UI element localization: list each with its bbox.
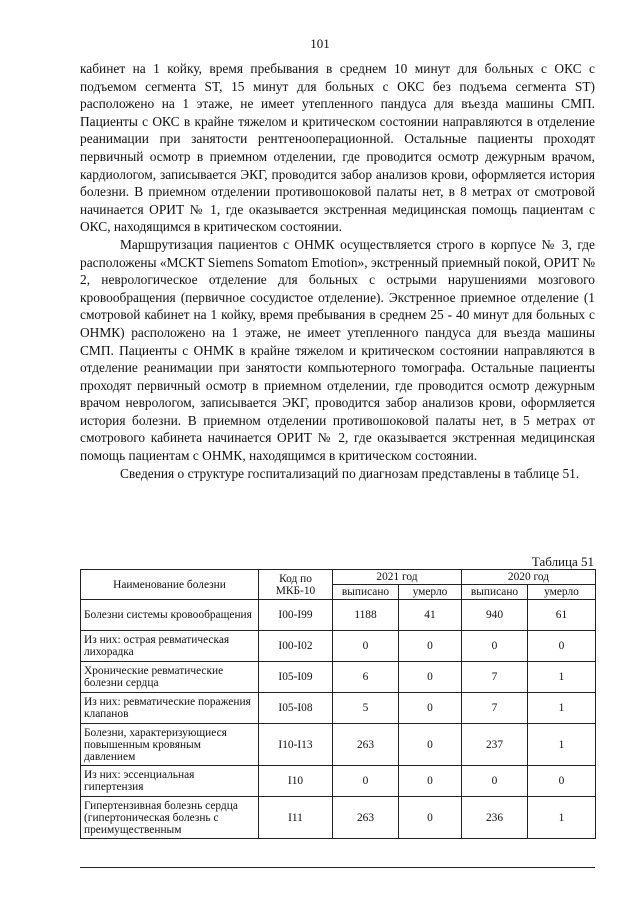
header-disease-name: Наименование болезни (81, 570, 259, 600)
disease-name-cell: Из них: ревматические поражения клапанов (81, 693, 259, 724)
header-year-2020: 2020 год (462, 570, 596, 585)
table-row (81, 693, 596, 724)
discharged-2020-cell: 0 (462, 631, 528, 662)
discharged-2021-cell: 263 (333, 797, 399, 839)
disease-name-cell: Болезни, характеризующиеся повышенным кровяным давлением (81, 724, 259, 766)
table-row (81, 631, 596, 662)
died-2020-cell: 1 (528, 797, 596, 839)
discharged-2020-cell: 0 (462, 766, 528, 797)
died-2021-cell: 0 (399, 724, 462, 766)
died-2020-cell: 61 (528, 600, 596, 631)
icd-code-cell: I05-I09 (259, 662, 333, 693)
died-2021-cell: 0 (399, 766, 462, 797)
died-2021-cell: 0 (399, 693, 462, 724)
table-caption: Таблица 51 (531, 554, 594, 569)
table-row (81, 724, 596, 766)
header-discharged-2021: выписано (333, 585, 399, 600)
icd-code-cell: I00-I99 (259, 600, 333, 631)
table-row (81, 766, 596, 797)
page-number: 101 (310, 36, 330, 51)
table-row (81, 600, 596, 631)
died-2021-cell: 41 (399, 600, 462, 631)
icd-code-cell: I00-I02 (259, 631, 333, 662)
discharged-2020-cell: 236 (462, 797, 528, 839)
disease-name-cell: Из них: острая ревматическая лихорадка (81, 631, 259, 662)
died-2020-cell: 1 (528, 662, 596, 693)
died-2021-cell: 0 (399, 797, 462, 839)
document-body (80, 60, 595, 482)
disease-name-cell: Хронические ревматические болезни сердца (81, 662, 259, 693)
discharged-2021-cell: 263 (333, 724, 399, 766)
header-discharged-2020: выписано (462, 585, 528, 600)
disease-name-cell: Болезни системы кровообращения (81, 600, 259, 631)
discharged-2021-cell: 1188 (333, 600, 399, 631)
discharged-2020-cell: 237 (462, 724, 528, 766)
header-died-2020: умерло (528, 585, 596, 600)
died-2021-cell: 0 (399, 662, 462, 693)
discharged-2020-cell: 7 (462, 693, 528, 724)
table-row (81, 797, 596, 839)
diagnosis-table (80, 569, 596, 839)
icd-code-cell: I11 (259, 797, 333, 839)
discharged-2021-cell: 5 (333, 693, 399, 724)
table-row (81, 662, 596, 693)
paragraph-3: Сведения о структуре госпитализаций по диагнозам представлены в таблице 51. (120, 465, 580, 481)
discharged-2020-cell: 7 (462, 662, 528, 693)
died-2020-cell: 0 (528, 631, 596, 662)
disease-name-cell: Из них: эссенциальная гипертензия (81, 766, 259, 797)
paragraph-1: кабинет на 1 койку, время пребывания в среднем 10 минут для больных с ОКС с подъемом сегмента ST, 15 минут для больных с ОКС без подъема сегмента ST) расположено на 1 этаже, не имеет утепленного пандуса для въезда машины СМП. Пациенты с ОКС в крайне тяжелом и критическом состоянии направляются в отделение реанимации при занятости рентгенооперационной. Остальные пациенты проходят первичный осмотр в приемном отделении, где проводится осмотр дежурным врачом, кардиологом, записывается ЭКГ, проводится забор анализов крови, оформляется история болезни. В приемном отделении противошоковой палаты нет, в 8 метрах от смотровой начинается ОРИТ № 1, где оказывается экстренная медицинская помощь пациентам с ОКС, находящимся в критическом состоянии. (80, 61, 595, 235)
died-2020-cell: 1 (528, 693, 596, 724)
icd-code-cell: I10-I13 (259, 724, 333, 766)
discharged-2021-cell: 0 (333, 766, 399, 797)
discharged-2021-cell: 0 (333, 631, 399, 662)
discharged-2020-cell: 940 (462, 600, 528, 631)
header-icd-code: Код по МКБ-10 (259, 570, 333, 600)
discharged-2021-cell: 6 (333, 662, 399, 693)
header-year-2021: 2021 год (333, 570, 462, 585)
bottom-rule (80, 867, 595, 868)
paragraph-2: Маршрутизация пациентов с ОНМК осуществляется строго в корпусе № 3, где расположены «МСКТ Siemens Somatom Emotion», экстренный приемный покой, ОРИТ № 2, неврологическое отделение для больных с острыми нарушениями мозгового кровообращения (первичное сосудистое отделение). Экстренное приемное отделение (1 смотровой кабинет на 1 койку, время пребывания в среднем 25 - 40 минут для больных с ОНМК) расположено на 1 этаже, не имеет утепленного пандуса для въезда машины СМП. Пациенты с ОНМК в крайне тяжелом и критическом состоянии направляются в отделение реанимации при занятости компьютерного томографа. Остальные пациенты проходят первичный осмотр в приемном отделении, где проводится осмотр дежурным врачом неврологом, записывается ЭКГ, проводится забор анализов крови, оформляется история болезни. В приемном отделении противошоковой палаты нет, в 5 метрах от смотрового кабинета начинается ОРИТ № 2, где оказывается экстренная медицинская помощь пациентам с ОНМК, находящимся в критическом состоянии. (80, 236, 595, 464)
icd-code-cell: I05-I08 (259, 693, 333, 724)
died-2020-cell: 0 (528, 766, 596, 797)
header-died-2021: умерло (399, 585, 462, 600)
icd-code-cell: I10 (259, 766, 333, 797)
died-2020-cell: 1 (528, 724, 596, 766)
died-2021-cell: 0 (399, 631, 462, 662)
disease-name-cell: Гипертензивная болезнь сердца (гипертоническая болезнь с преимущественным (81, 797, 259, 839)
